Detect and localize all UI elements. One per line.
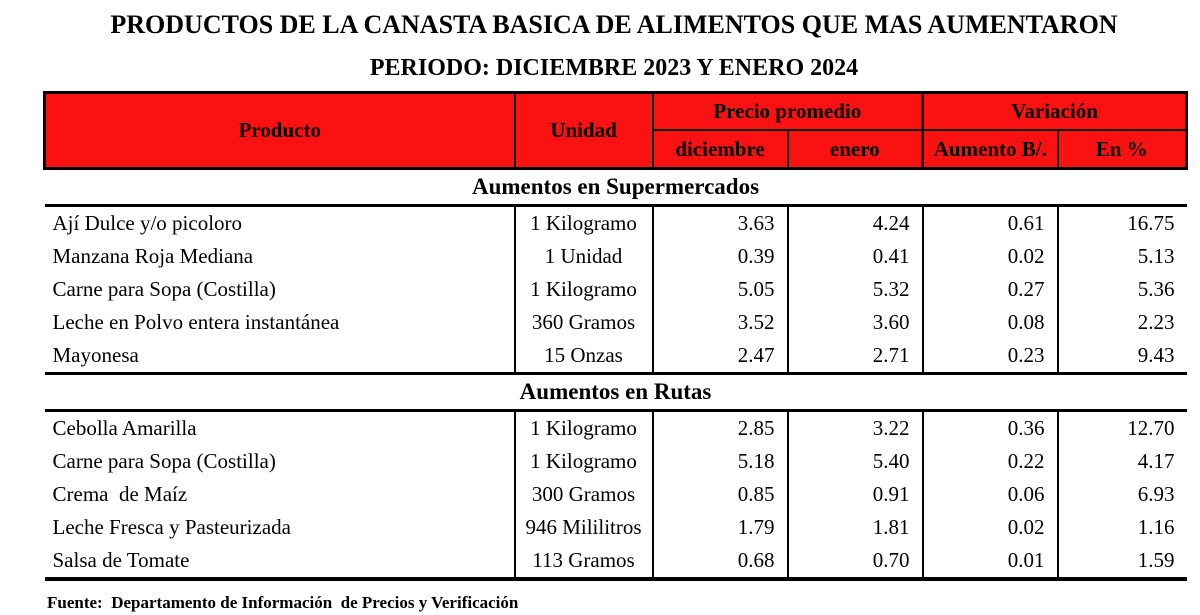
price-december-cell: 0.85 [653, 478, 788, 511]
increase-cell: 0.01 [923, 544, 1058, 579]
table-row [45, 339, 1187, 374]
price-december-cell: 0.39 [653, 240, 788, 273]
section-title-label: Aumentos en Rutas [45, 374, 1187, 411]
section-title-supermarkets [45, 169, 1187, 206]
percent-cell: 4.17 [1058, 445, 1187, 478]
unit-cell: 1 Kilogramo [515, 445, 653, 478]
price-december-cell: 2.85 [653, 411, 788, 446]
increase-cell: 0.06 [923, 478, 1058, 511]
increase-cell: 0.08 [923, 306, 1058, 339]
table-row [45, 240, 1187, 273]
unit-cell: 1 Kilogramo [515, 411, 653, 446]
increase-cell: 0.23 [923, 339, 1058, 374]
unit-cell: 113 Gramos [515, 544, 653, 579]
column-header-increase-balboas: Aumento B/. [923, 130, 1058, 169]
product-cell: Leche Fresca y Pasteurizada [45, 511, 515, 544]
price-increase-table [43, 91, 1188, 581]
price-december-cell: 5.18 [653, 445, 788, 478]
increase-cell: 0.36 [923, 411, 1058, 446]
percent-cell: 2.23 [1058, 306, 1187, 339]
price-january-cell: 3.22 [788, 411, 923, 446]
product-cell: Ají Dulce y/o picoloro [45, 206, 515, 241]
percent-cell: 9.43 [1058, 339, 1187, 374]
percent-cell: 5.13 [1058, 240, 1187, 273]
report-table-document [43, 0, 1185, 613]
price-january-cell: 5.32 [788, 273, 923, 306]
price-january-cell: 3.60 [788, 306, 923, 339]
percent-cell: 5.36 [1058, 273, 1187, 306]
column-header-january: enero [788, 130, 923, 169]
table-row [45, 206, 1187, 241]
price-january-cell: 0.70 [788, 544, 923, 579]
source-note: Fuente: Departamento de Información de Precios y Verificación [47, 593, 519, 612]
table-row [45, 478, 1187, 511]
column-header-percent: En % [1058, 130, 1187, 169]
increase-cell: 0.02 [923, 511, 1058, 544]
increase-cell: 0.22 [923, 445, 1058, 478]
table-row [45, 411, 1187, 446]
section-title-label: Aumentos en Supermercados [45, 169, 1187, 206]
column-group-variation: Variación [923, 93, 1187, 131]
product-cell: Mayonesa [45, 339, 515, 374]
page-title: PRODUCTOS DE LA CANASTA BASICA DE ALIMENTOS QUE MAS AUMENTARON [110, 10, 1118, 39]
price-december-cell: 1.79 [653, 511, 788, 544]
price-december-cell: 5.05 [653, 273, 788, 306]
table-row [45, 544, 1187, 579]
column-header-product: Producto [45, 93, 515, 169]
column-header-december: diciembre [653, 130, 788, 169]
unit-cell: 15 Onzas [515, 339, 653, 374]
table-header [45, 93, 1187, 169]
increase-cell: 0.02 [923, 240, 1058, 273]
table-row [45, 511, 1187, 544]
unit-cell: 946 Mililitros [515, 511, 653, 544]
percent-cell: 6.93 [1058, 478, 1187, 511]
product-cell: Crema de Maíz [45, 478, 515, 511]
price-december-cell: 3.52 [653, 306, 788, 339]
price-january-cell: 4.24 [788, 206, 923, 241]
unit-cell: 360 Gramos [515, 306, 653, 339]
price-january-cell: 2.71 [788, 339, 923, 374]
product-cell: Salsa de Tomate [45, 544, 515, 579]
price-december-cell: 3.63 [653, 206, 788, 241]
percent-cell: 16.75 [1058, 206, 1187, 241]
product-cell: Cebolla Amarilla [45, 411, 515, 446]
unit-cell: 1 Unidad [515, 240, 653, 273]
column-header-unit: Unidad [515, 93, 653, 169]
unit-cell: 300 Gramos [515, 478, 653, 511]
price-december-cell: 2.47 [653, 339, 788, 374]
table-row [45, 306, 1187, 339]
increase-cell: 0.27 [923, 273, 1058, 306]
column-group-average-price: Precio promedio [653, 93, 923, 131]
product-cell: Leche en Polvo entera instantánea [45, 306, 515, 339]
product-cell: Carne para Sopa (Costilla) [45, 445, 515, 478]
price-january-cell: 0.91 [788, 478, 923, 511]
price-january-cell: 5.40 [788, 445, 923, 478]
percent-cell: 1.59 [1058, 544, 1187, 579]
price-january-cell: 0.41 [788, 240, 923, 273]
table-row [45, 445, 1187, 478]
page-subtitle: PERIODO: DICIEMBRE 2023 Y ENERO 2024 [369, 55, 859, 81]
unit-cell: 1 Kilogramo [515, 273, 653, 306]
percent-cell: 12.70 [1058, 411, 1187, 446]
table-row [45, 273, 1187, 306]
product-cell: Carne para Sopa (Costilla) [45, 273, 515, 306]
increase-cell: 0.61 [923, 206, 1058, 241]
price-december-cell: 0.68 [653, 544, 788, 579]
unit-cell: 1 Kilogramo [515, 206, 653, 241]
section-title-routes [45, 374, 1187, 411]
price-january-cell: 1.81 [788, 511, 923, 544]
product-cell: Manzana Roja Mediana [45, 240, 515, 273]
percent-cell: 1.16 [1058, 511, 1187, 544]
